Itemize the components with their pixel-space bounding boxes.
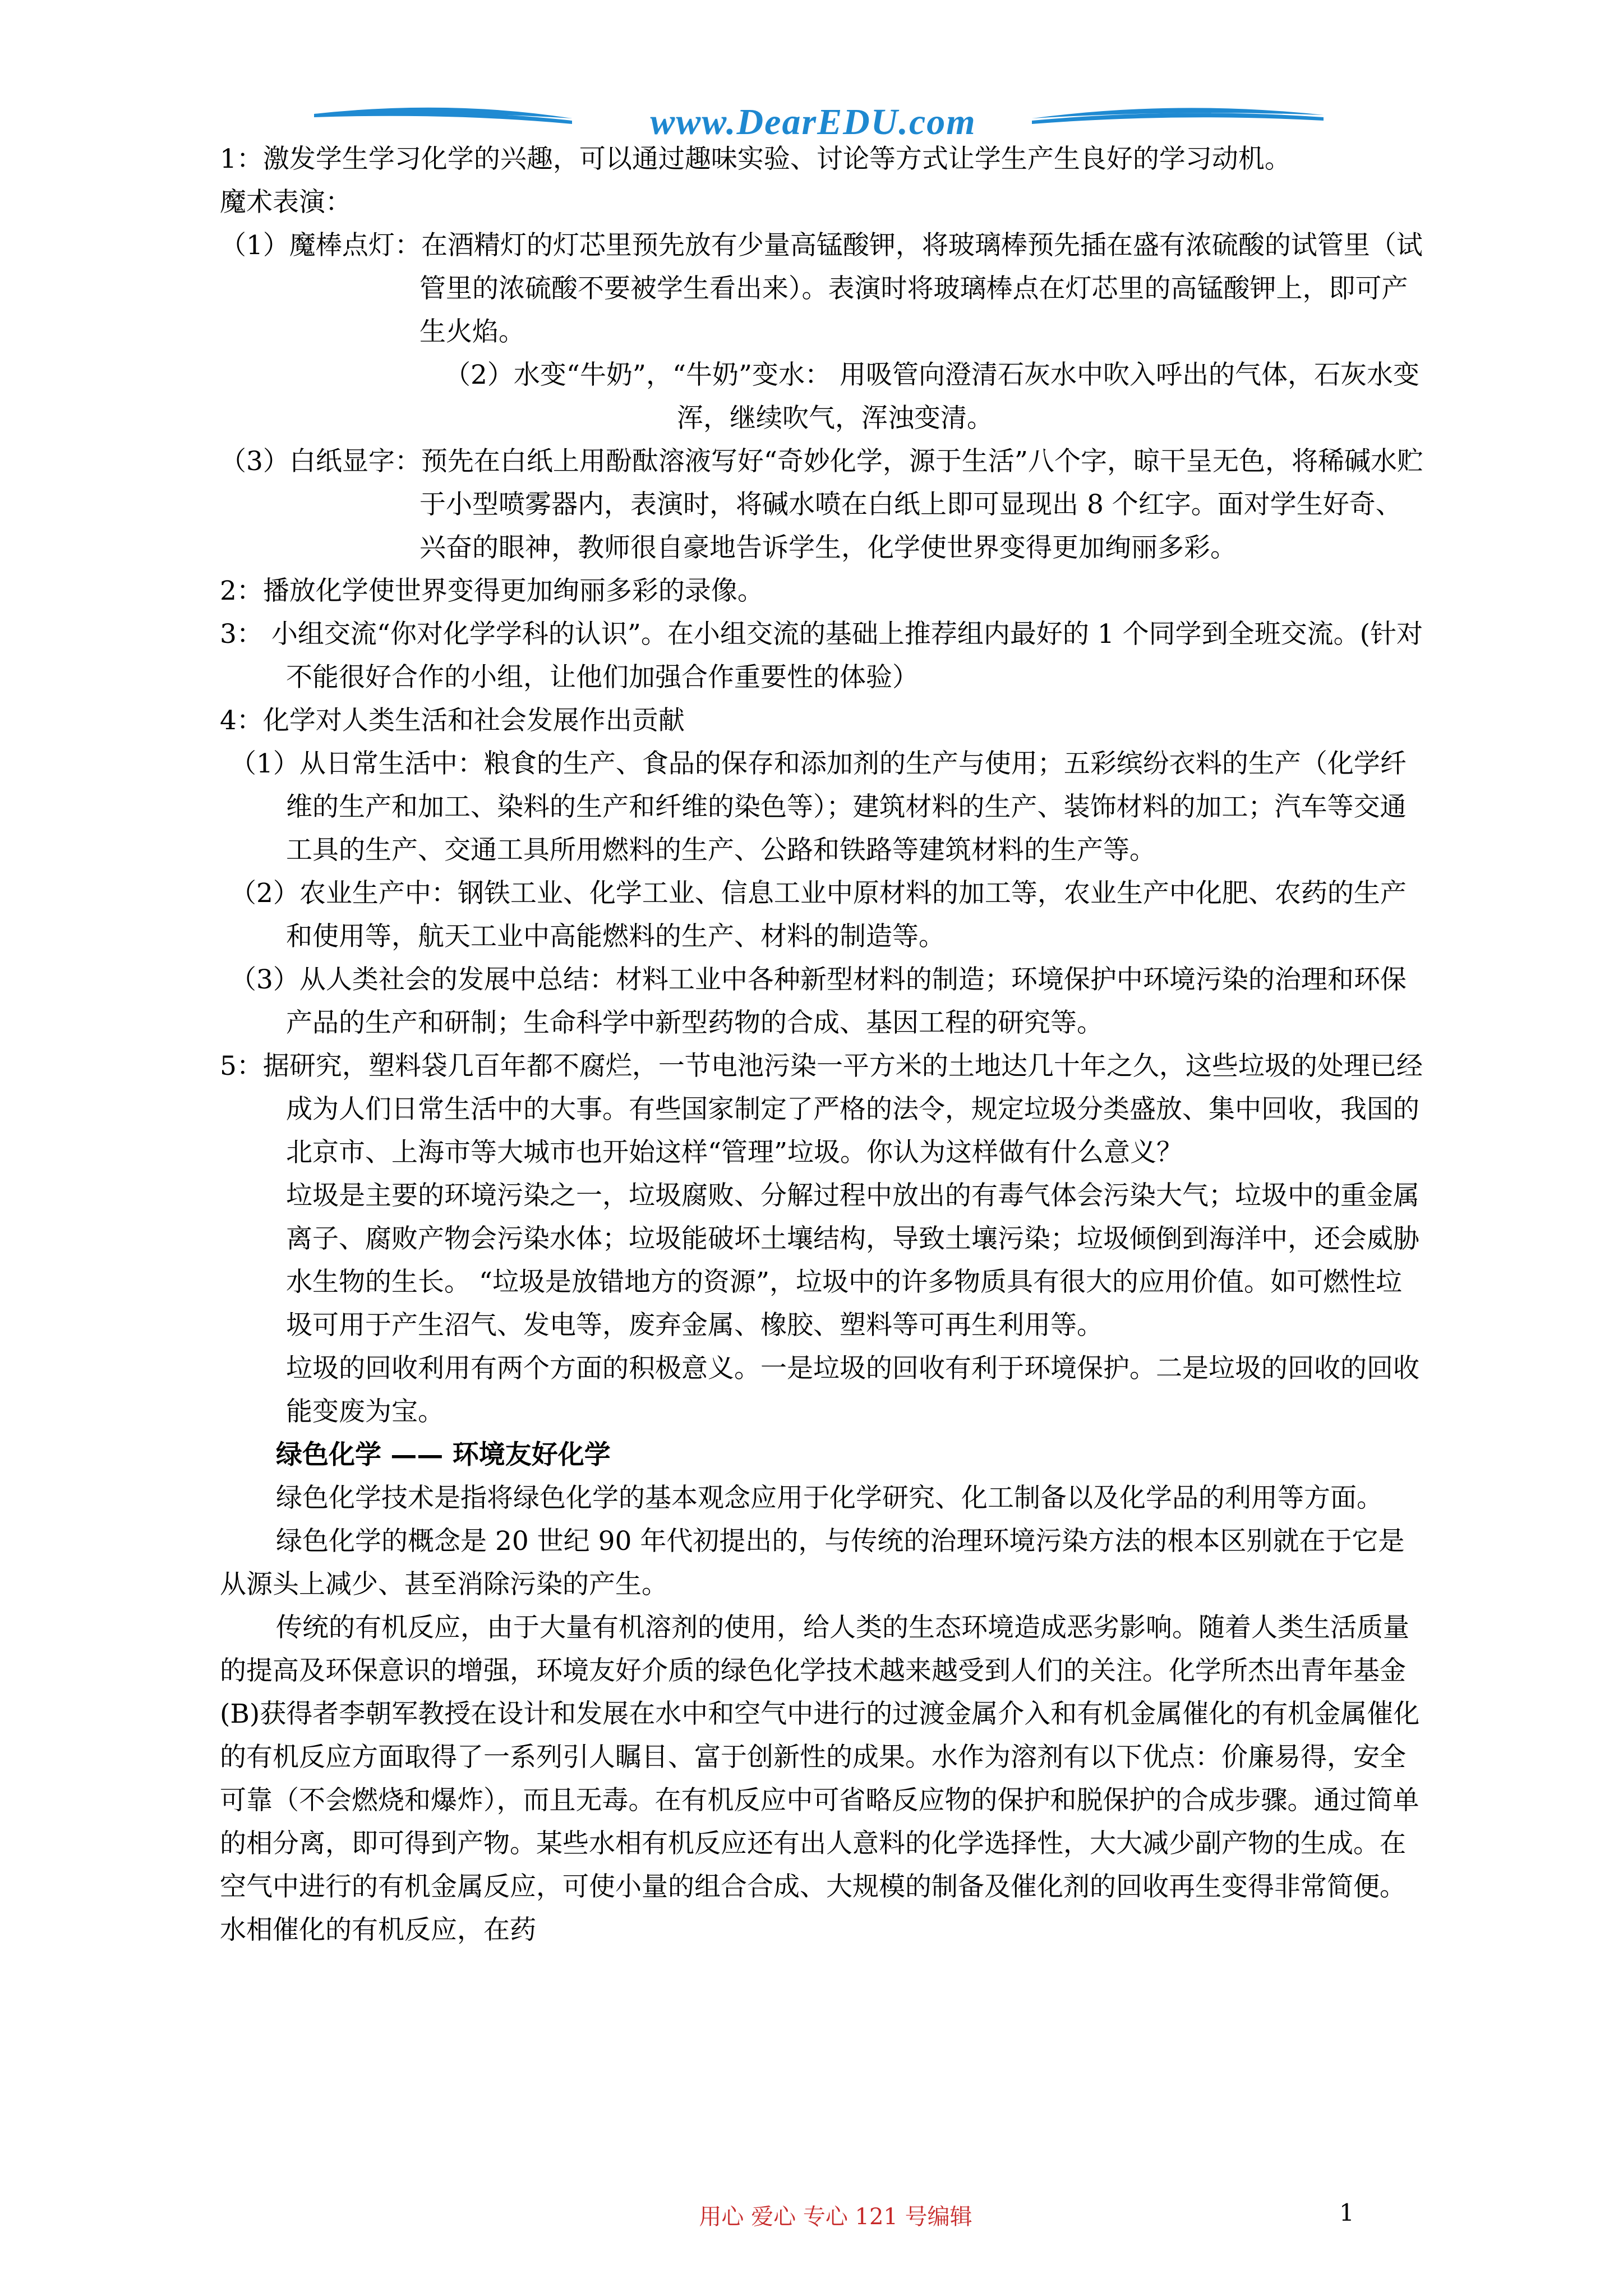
- section-heading-green-chemistry: 绿色化学 —— 环境友好化学: [276, 1439, 611, 1470]
- list-item-contribution-3: （3）从人类社会的发展中总结：材料工业中各种新型材料的制造；环境保护中环境污染的治理和环保产品的生产和研制；生命科学中新型药物的合成、基因工程的研究等。: [230, 964, 1407, 1038]
- paragraph-garbage-recycling: 垃圾的回收利用有两个方面的积极意义。一是垃圾的回收有利于环境保护。二是垃圾的回收的回收能变废为宝。: [286, 1353, 1419, 1427]
- paragraph-4: 4：化学对人类生活和社会发展作出贡献: [220, 705, 685, 736]
- paragraph-magic-title: 魔术表演：: [220, 187, 352, 218]
- paragraph-2: 2：播放化学使世界变得更加绚丽多彩的录像。: [220, 576, 764, 606]
- site-logo-text: www.DearEDU.com: [650, 102, 976, 142]
- paragraph-green-tech: 绿色化学技术是指将绿色化学的基本观念应用于化学研究、化工制备以及化学品的利用等方面。: [276, 1483, 1383, 1513]
- page-number: 1: [1339, 2199, 1354, 2226]
- paragraph-3: 3： 小组交流“你对化学学科的认识”。在小组交流的基础上推荐组内最好的 1 个同学到全班交流。(针对不能很好合作的小组，让他们加强合作重要性的体验）: [220, 619, 1423, 693]
- paragraph-5: 5：据研究，塑料袋几百年都不腐烂，一节电池污染一平方米的土地达几十年之久，这些垃圾的处理已经成为人们日常生活中的大事。有些国家制定了严格的法令，规定垃圾分类盛放、集中回收，我国的北京市、上海市等大城市也开始这样“管理”垃圾。你认为这样做有什么意义？: [220, 1051, 1423, 1168]
- paragraph-1: 1：激发学生学习化学的兴趣，可以通过趣味实验、讨论等方式让学生产生良好的学习动机。: [220, 144, 1291, 174]
- document-body: [220, 137, 1426, 1952]
- list-item-contribution-2: （2）农业生产中：钢铁工业、化学工业、信息工业中原材料的加工等，农业生产中化肥、农药的生产和使用等，航天工业中高能燃料的生产、材料的制造等。: [230, 878, 1407, 952]
- paragraph-garbage-pollution: 垃圾是主要的环境污染之一，垃圾腐败、分解过程中放出的有毒气体会污染大气；垃圾中的重金属离子、腐败产物会污染水体；垃圾能破坏土壤结构，导致土壤污染；垃圾倾倒到海洋中，还会威胁水生物的生长。 “垃圾是放错地方的资源”，垃圾中的许多物质具有很大的应用价值。如可燃性垃圾可用于产生沼气、发电等，废弃金属、橡胶、塑料等可再生利用等。: [286, 1180, 1419, 1341]
- list-item-magic-1: （1）魔棒点灯：在酒精灯的灯芯里预先放有少量高锰酸钾，将玻璃棒预先插在盛有浓硫酸的试管里（试管里的浓硫酸不要被学生看出来）。表演时将玻璃棒点在灯芯里的高锰酸钾上，即可产生火焰。: [220, 230, 1423, 347]
- paragraph-green-concept: 绿色化学的概念是 20 世纪 90 年代初提出的，与传统的治理环境污染方法的根本区别就在于它是从源头上减少、甚至消除污染的产生。: [220, 1526, 1405, 1600]
- footer-slogan: 用心 爱心 专心 121 号编辑: [699, 2204, 972, 2230]
- list-item-magic-2: （2）水变“牛奶”，“牛奶”变水： 用吸管向澄清石灰水中吹入呼出的气体，石灰水变浑，继续吹气，浑浊变清。: [444, 360, 1419, 434]
- list-item-contribution-1: （1）从日常生活中：粮食的生产、食品的保存和添加剂的生产与使用；五彩缤纷衣料的生产（化学纤维的生产和加工、染料的生产和纤维的染色等）；建筑材料的生产、装饰材料的加工；汽车等交通工具的生产、交通工具所用燃料的生产、公路和铁路等建筑材料的生产等。: [230, 748, 1407, 866]
- list-item-magic-3: （3）白纸显字：预先在白纸上用酚酞溶液写好“奇妙化学，源于生活”八个字，晾干呈无色，将稀碱水贮于小型喷雾器内，表演时，将碱水喷在白纸上即可显现出 8 个红字。面对学生好奇、兴奋的眼神，教师很自豪地告诉学生，化学使世界变得更加绚丽多彩。: [220, 446, 1423, 563]
- paragraph-organic-reaction: 传统的有机反应，由于大量有机溶剂的使用，给人类的生态环境造成恶劣影响。随着人类生活质量的提高及环保意识的增强，环境友好介质的绿色化学技术越来越受到人们的关注。化学所杰出青年基金(B)获得者李朝军教授在设计和发展在水中和空气中进行的过渡金属介入和有机金属催化的有机金属催化的有机反应方面取得了一系列引人瞩目、富于创新性的成果。水作为溶剂有以下优点：价廉易得，安全可靠（不会燃烧和爆炸），而且无毒。在有机反应中可省略反应物的保护和脱保护的合成步骤。通过简单的相分离，即可得到产物。某些水相有机反应还有出人意料的化学选择性，大大减少副产物的生成。在空气中进行的有机金属反应，可使小量的组合合成、大规模的制备及催化剂的回收再生变得非常简便。水相催化的有机反应，在药: [220, 1612, 1420, 1945]
